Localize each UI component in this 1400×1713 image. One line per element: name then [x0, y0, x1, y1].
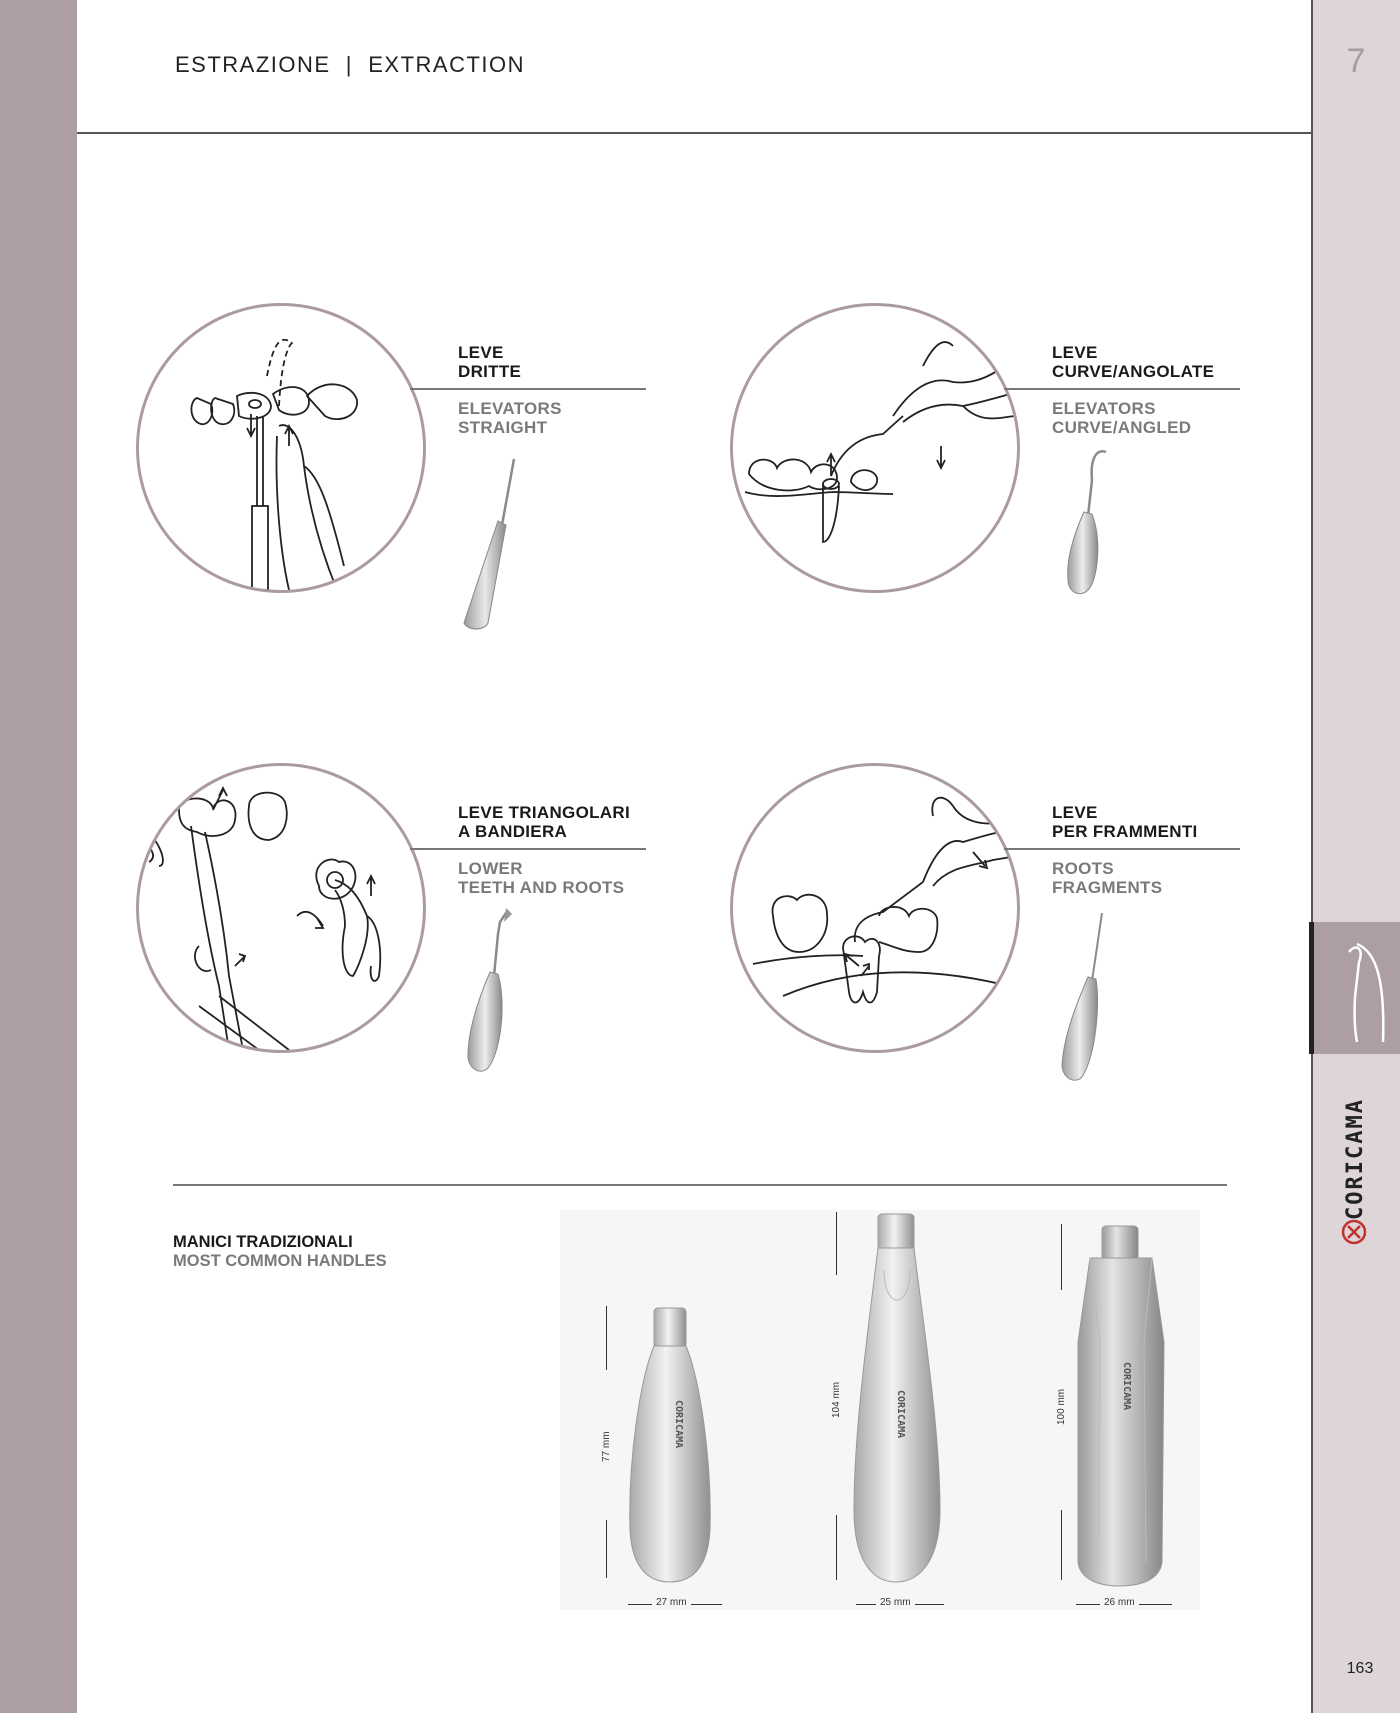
handle-width-label: 26 mm: [1100, 1597, 1139, 1608]
handle-width-label: 27 mm: [652, 1597, 691, 1608]
leader-line: [1004, 388, 1240, 390]
handle-width-label: 25 mm: [876, 1597, 915, 1608]
category-title-line2: PER FRAMMENTI: [1052, 822, 1198, 841]
brand-tab-edge: [1309, 922, 1314, 1054]
category-title-line1: LEVE TRIANGOLARI: [458, 803, 630, 822]
handle-engraving: CORICAMA: [895, 1390, 906, 1439]
category-title-line2: A BANDIERA: [458, 822, 568, 841]
category-subtitle-line1: ELEVATORS: [1052, 399, 1156, 418]
triangular-elevator-image: [448, 900, 538, 1080]
category-title-line2: CURVE/ANGOLATE: [1052, 362, 1215, 381]
section-title: ESTRAZIONE | EXTRACTION: [175, 52, 526, 77]
category-title-line1: LEVE: [458, 343, 504, 362]
fragment-elevator-image: [1042, 905, 1132, 1085]
handles-title: MANICI TRADIZIONALI: [173, 1233, 353, 1251]
handle-engraving: CORICAMA: [1121, 1362, 1132, 1411]
illustration-straight-elevator: [136, 303, 426, 593]
category-title-line1: LEVE: [1052, 803, 1098, 822]
right-divider: [1311, 0, 1313, 1713]
leader-line: [1004, 848, 1240, 850]
leader-line: [410, 848, 646, 850]
right-color-band: [1312, 0, 1400, 1713]
brand-logo: [1318, 1068, 1398, 1248]
brand-tab[interactable]: [1309, 922, 1400, 1054]
straight-elevator-image: [448, 455, 538, 635]
category-title-line1: LEVE: [1052, 343, 1098, 362]
category-subtitle-line2: TEETH AND ROOTS: [458, 878, 625, 897]
illustration-curved-elevator: [730, 303, 1020, 593]
chapter-tab-number: 7: [1346, 42, 1366, 80]
handle-image-1: [620, 1300, 720, 1590]
handle-image-3: [1070, 1222, 1170, 1592]
illustration-fragment-elevator: [730, 763, 1020, 1053]
leader-line: [410, 388, 646, 390]
handle-length-label: 77 mm: [601, 1431, 612, 1462]
category-subtitle-line2: FRAGMENTS: [1052, 878, 1163, 897]
header-rule: [77, 132, 1311, 134]
category-title-line2: DRITTE: [458, 362, 522, 381]
handles-subtitle: MOST COMMON HANDLES: [173, 1252, 387, 1270]
category-subtitle-line1: ELEVATORS: [458, 399, 562, 418]
category-subtitle-line1: LOWER: [458, 859, 523, 878]
page-number: 163: [1346, 1660, 1374, 1677]
category-subtitle-line2: CURVE/ANGLED: [1052, 418, 1192, 437]
illustration-triangular-elevator: [136, 763, 426, 1053]
handles-section-rule: [173, 1184, 1227, 1186]
curved-elevator-icon: [1309, 922, 1400, 1054]
category-subtitle-line1: ROOTS: [1052, 859, 1114, 878]
handle-length-label: 100 mm: [1056, 1388, 1067, 1425]
category-subtitle-line2: STRAIGHT: [458, 418, 548, 437]
handle-length-label: 104 mm: [831, 1381, 842, 1418]
curved-elevator-image: [1042, 440, 1132, 620]
handle-engraving: CORICAMA: [673, 1400, 684, 1449]
brand-logo-wordmark: CORICAMA: [1343, 1098, 1368, 1220]
left-color-band: [0, 0, 77, 1713]
handle-image-2: [848, 1210, 948, 1590]
